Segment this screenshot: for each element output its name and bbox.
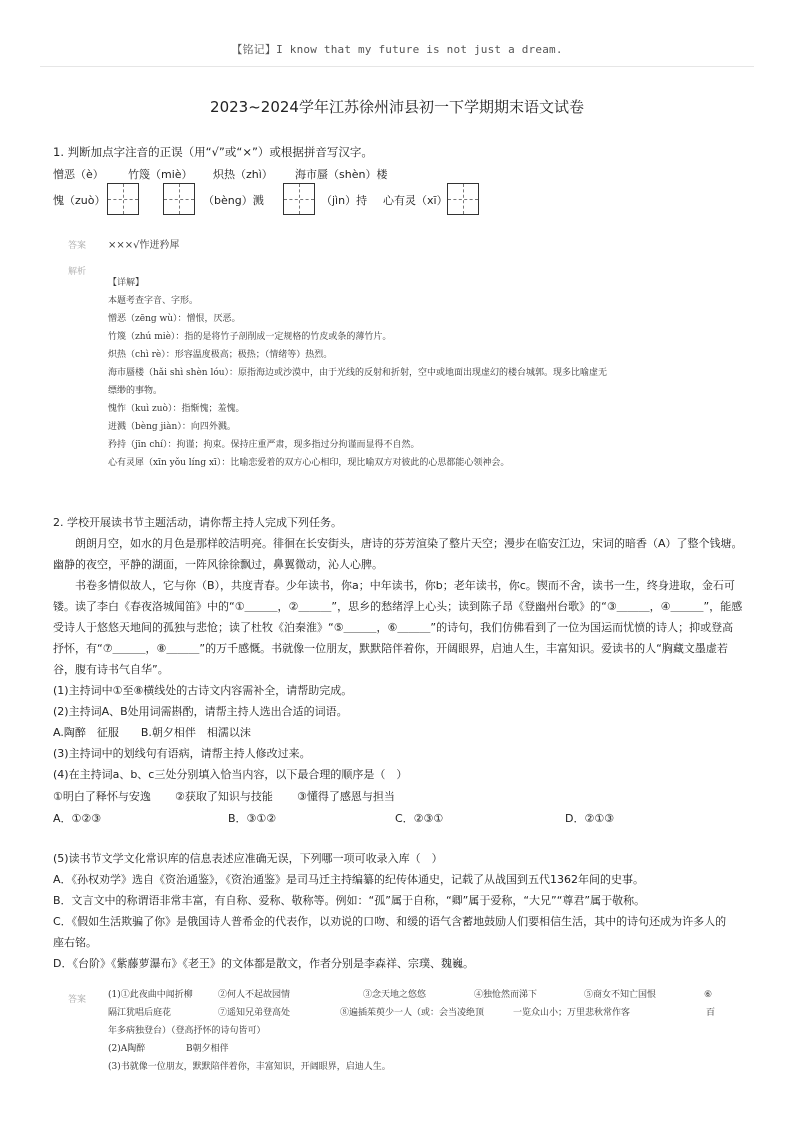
explanation-line: 愧怍（kuì zuò）：指惭愧；羞愧。 <box>108 404 245 414</box>
explanation-line: 炽热（chì rè）：形容温度极高；极热；（情绪等）热烈。 <box>108 350 333 360</box>
answer-line-3: 年多病独登台）（登高抒怀的诗句皆可） <box>108 1026 266 1036</box>
q1-item: 海市蜃（shèn）楼 <box>295 168 388 181</box>
q2-answer <box>108 986 728 1076</box>
answer-label-2: 答案 <box>68 995 87 1005</box>
choice-c[interactable]: C．②③① <box>395 812 444 825</box>
writing-grid-1[interactable] <box>107 183 139 215</box>
q1-item: （bèng）溅 <box>203 194 264 207</box>
answer-label: 答案 <box>68 241 87 251</box>
choice-d[interactable]: D．②①③ <box>565 812 615 825</box>
choice-b[interactable]: B．③①② <box>228 812 277 825</box>
q2-sub2-options: A.陶醉 征服 B.朝夕相伴 相濡以沫 <box>53 726 251 739</box>
explanation-line: 缥缈的事物。 <box>108 386 163 396</box>
sub5-choice-a[interactable]: A．《孙权劝学》选自《资治通鉴》，《资治通鉴》是司马迁主持编纂的纪传体通史，记载了从战国到五代1362年间的史事。 <box>53 873 645 886</box>
q1-explanation <box>108 274 718 472</box>
answer-item: ⑦遥知兄弟登高处 <box>218 1008 291 1018</box>
q1-item: 愧（zuò） <box>53 194 106 207</box>
sub5-choice-c-cont: 座右铭。 <box>53 936 97 949</box>
q1-heading: 1. 判断加点字注音的正误（用“√”或“×”）或根据拼音写汉字。 <box>53 145 373 159</box>
q1-item: 心有灵（xī） <box>383 194 448 207</box>
q2-block <box>53 512 743 785</box>
sub4-item: ③懂得了感恩与担当 <box>297 790 395 803</box>
explanation-line: 【详解】 <box>108 278 145 288</box>
answer-item: ②何人不起故园情 <box>218 990 291 1000</box>
q1-item: 竹篾（miè） <box>128 168 193 181</box>
writing-grid-2[interactable] <box>163 183 195 215</box>
sub5-choice-b[interactable]: B．文言文中的称谓语非常丰富，有自称、爱称、敬称等。例如：“孤”属于自称，“卿”属于爱称，“大兄”“尊君”属于敬称。 <box>53 894 646 907</box>
answer-item: 隔江犹唱后庭花 <box>108 1008 172 1018</box>
q1-item: 憎恶（è） <box>53 168 104 181</box>
answer-line-4 <box>108 1040 728 1058</box>
explanation-line: 憎恶（zēng wù）：憎恨，厌恶。 <box>108 314 241 324</box>
answer-item: ⑤商女不知亡国恨 <box>584 990 657 1000</box>
answer-line-5: (3)书就像一位朋友，默默陪伴着你，丰富知识，开阔眼界，启迪人生。 <box>108 1062 391 1072</box>
q1-item: 炽热（zhì） <box>213 168 273 181</box>
q2-sub5: (5)读书节文学文化常识库的信息表述应准确无误，下列哪一项可收录入库（ ） <box>53 852 443 865</box>
answer-item: ⑧遍插茱萸少一人（或：会当凌绝顶 <box>340 1008 485 1018</box>
explanation-line: 本题考查字音、字形。 <box>108 296 199 306</box>
answer-item: 一览众山小；万里悲秋常作客 <box>513 1008 631 1018</box>
q1-answer: ×××√怍迸矜犀 <box>108 240 180 251</box>
answer-item: ③念天地之悠悠 <box>363 990 427 1000</box>
q2-sub1: (1)主持词中①至⑧横线处的古诗文内容需补全，请帮助完成。 <box>53 684 353 697</box>
q2-paragraph-1: 朗朗月空，如水的月色是那样皎洁明亮。徘徊在长安街头，唐诗的芬芳渲染了整片天空；漫步在临安江边，宋词的暗香（A）了整个钱塘。幽静的夜空，平静的湖面，一阵风徐徐飘过，鼻翼微动，沁人心脾。 <box>53 537 743 571</box>
q2-sub2: (2)主持词A、B处用词需斟酌，请帮主持人选出合适的词语。 <box>53 705 348 718</box>
writing-grid-3[interactable] <box>283 183 315 215</box>
explanation-line: 竹篾（zhú miè）：指的是将竹子剖削成一定规格的竹皮或条的薄竹片。 <box>108 332 392 342</box>
answer-item: ④独怆然而涕下 <box>474 990 538 1000</box>
q2-heading: 2. 学校开展读书节主题活动，请你帮主持人完成下列任务。 <box>53 516 342 529</box>
q2-sub5-block <box>53 848 743 974</box>
sub4-item: ②获取了知识与技能 <box>175 790 273 803</box>
q2-paragraph-2: 书卷多情似故人，它与你（B），共度青春。少年读书，你a；中年读书，你b；老年读书，你c。锲而不舍，读书一生，终身进取，金石可镂。读了李白《春夜洛城闻笛》中的“①＿＿＿，②＿＿＿”，思乡的愁绪浮上心头；读到陈子昂《登幽州台歌》的“③＿＿＿，④＿＿＿”，能感受诗人于悠悠天地间的孤独与悲怆；读了杜牧《泊秦淮》“⑤＿＿＿，⑥＿＿＿”的诗句，我们仿佛看到了一位为国运而忧愤的诗人；抑或登高抒怀，有“⑦＿＿＿，⑧＿＿＿”的万千感慨。书就像一位朋友，默默陪伴着你，开阔眼界，启迪人生，丰富知识。爱读书的人“胸藏文墨虚若谷，腹有诗书气自华”。 <box>53 579 743 676</box>
explanation-line: 心有灵犀（xīn yǒu líng xī）：比喻恋爱着的双方心心相印，现比喻双方对彼此的心思都能心领神会。 <box>108 458 510 468</box>
choice-a[interactable]: A．①②③ <box>53 812 102 825</box>
sub5-choice-c[interactable]: C．《假如生活欺骗了你》是俄国诗人普希金的代表作，以劝说的口吻、和缓的语气含蓄地鼓励人们要相信生活，其中的诗句还成为许多人的 <box>53 915 727 928</box>
q2-sub3: (3)主持词中的划线句有语病，请帮主持人修改过来。 <box>53 747 311 760</box>
sub4-item: ①明白了释怀与安逸 <box>53 790 151 803</box>
motto-header: 【铭记】I know that my future is not just a dream. <box>231 43 563 56</box>
answer-item: 百 <box>706 1008 716 1018</box>
explanation-line: 迸溅（bèng jiàn）：向四外溅。 <box>108 422 236 432</box>
explanation-line: 海市蜃楼（hǎi shì shèn lóu）：原指海边或沙漠中，由于光线的反射和折射，空中或地面出现虚幻的楼台城郭。现多比喻虚无 <box>108 368 608 378</box>
answer-item: (2)A陶醉 <box>108 1044 146 1054</box>
header-divider <box>40 66 754 67</box>
analysis-label: 解析 <box>68 267 87 277</box>
q1-item: （jìn）持 <box>321 194 368 207</box>
page-title: 2023~2024学年江苏徐州沛县初一下学期期末语文试卷 <box>210 98 584 116</box>
answer-line-1 <box>108 986 728 1004</box>
answer-item: ⑥ <box>704 990 713 1000</box>
explanation-line: 矜持（jīn chí）：拘谨；拘束。保持庄重严肃，现多指过分拘谨而显得不自然。 <box>108 440 420 450</box>
q2-sub4: (4)在主持词a、b、c三处分别填入恰当内容，以下最合理的顺序是（ ） <box>53 768 408 781</box>
answer-item: B朝夕相伴 <box>186 1044 229 1054</box>
answer-item: (1)①此夜曲中闻折柳 <box>108 990 193 1000</box>
answer-line-2 <box>108 1004 728 1022</box>
writing-grid-4[interactable] <box>447 183 479 215</box>
sub5-choice-d[interactable]: D．《台阶》《紫藤萝瀑布》《老王》的文体都是散文，作者分别是李森祥、宗璞、魏巍。 <box>53 957 474 970</box>
